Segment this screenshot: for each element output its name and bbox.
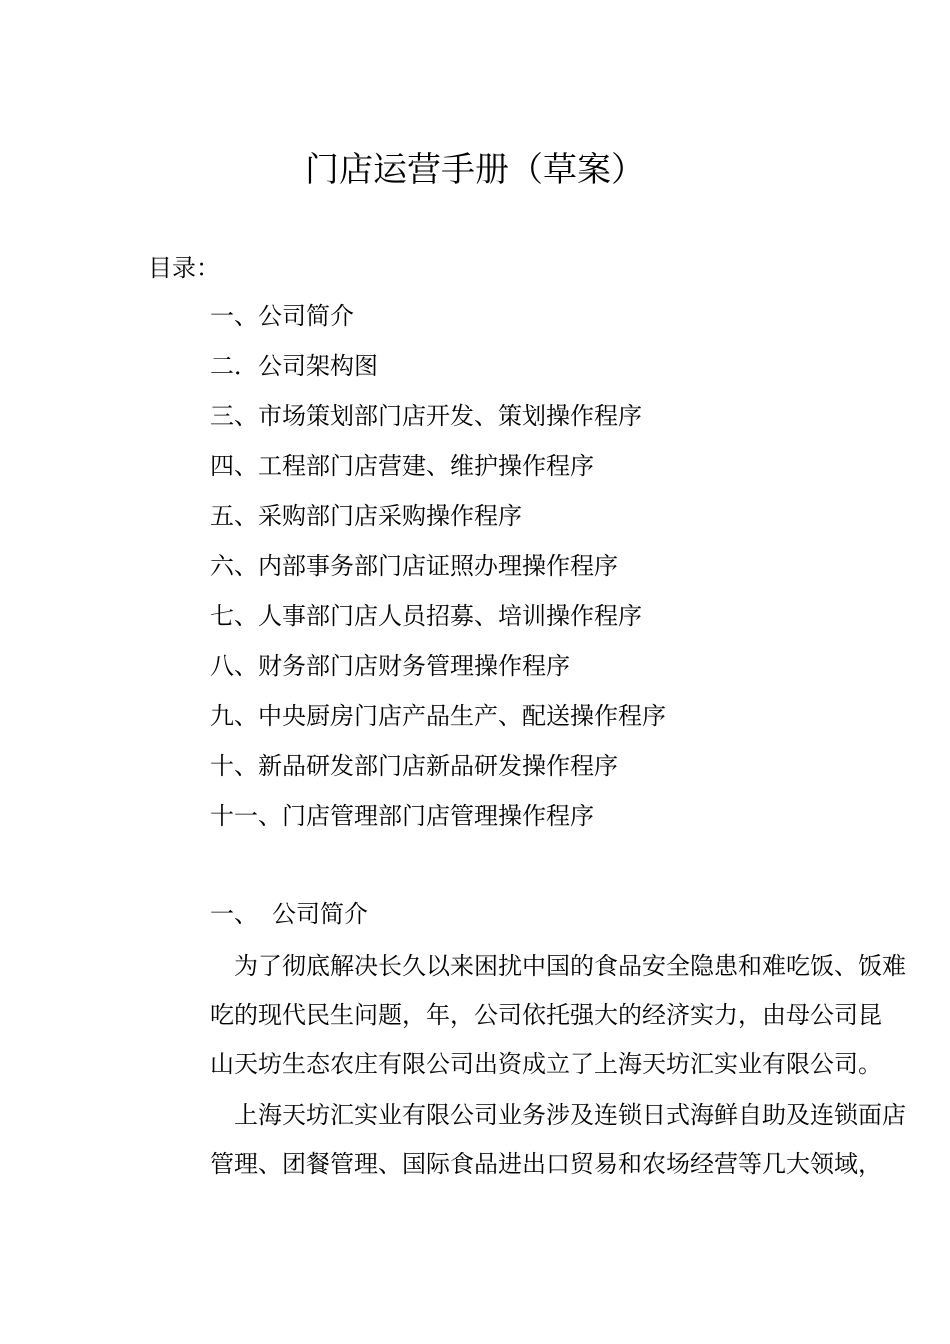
toc-item: 八、财务部门店财务管理操作程序 [210, 652, 570, 680]
toc-item: 三、市场策划部门店开发、策划操作程序 [210, 402, 642, 430]
section-number: 一、 [210, 900, 258, 928]
intro-paragraph-2 [210, 1091, 950, 1189]
section-title: 公司简介 [272, 900, 368, 928]
section-heading [210, 896, 368, 932]
table-of-contents [210, 298, 666, 848]
toc-item: 四、工程部门店营建、维护操作程序 [210, 452, 594, 480]
paragraph-line: 吃的现代民生问题，年，公司依托强大的经济实力，由母公司昆 [210, 1001, 882, 1029]
toc-item: 一、公司简介 [210, 302, 354, 330]
toc-item: 九、中央厨房门店产品生产、配送操作程序 [210, 702, 666, 730]
toc-item: 十、新品研发部门店新品研发操作程序 [210, 752, 618, 780]
paragraph-line: 山天坊生态农庄有限公司出资成立了上海天坊汇实业有限公司。 [210, 1050, 882, 1078]
document-title: 门店运营手册（草案） [305, 150, 645, 190]
toc-item: 二．公司架构图 [210, 352, 378, 380]
intro-paragraph-1 [210, 942, 950, 1089]
toc-item: 十一、门店管理部门店管理操作程序 [210, 802, 594, 830]
paragraph-line: 管理、团餐管理、国际食品进出口贸易和农场经营等几大领域， [210, 1150, 882, 1178]
paragraph-line: 上海天坊汇实业有限公司业务涉及连锁日式海鲜自助及连锁面店 [210, 1101, 906, 1129]
toc-heading: 目录： [148, 254, 220, 282]
toc-item: 七、人事部门店人员招募、培训操作程序 [210, 602, 642, 630]
toc-item: 五、采购部门店采购操作程序 [210, 502, 522, 530]
toc-item: 六、内部事务部门店证照办理操作程序 [210, 552, 618, 580]
paragraph-line: 为了彻底解决长久以来困扰中国的食品安全隐患和难吃饭、饭难 [210, 952, 906, 980]
